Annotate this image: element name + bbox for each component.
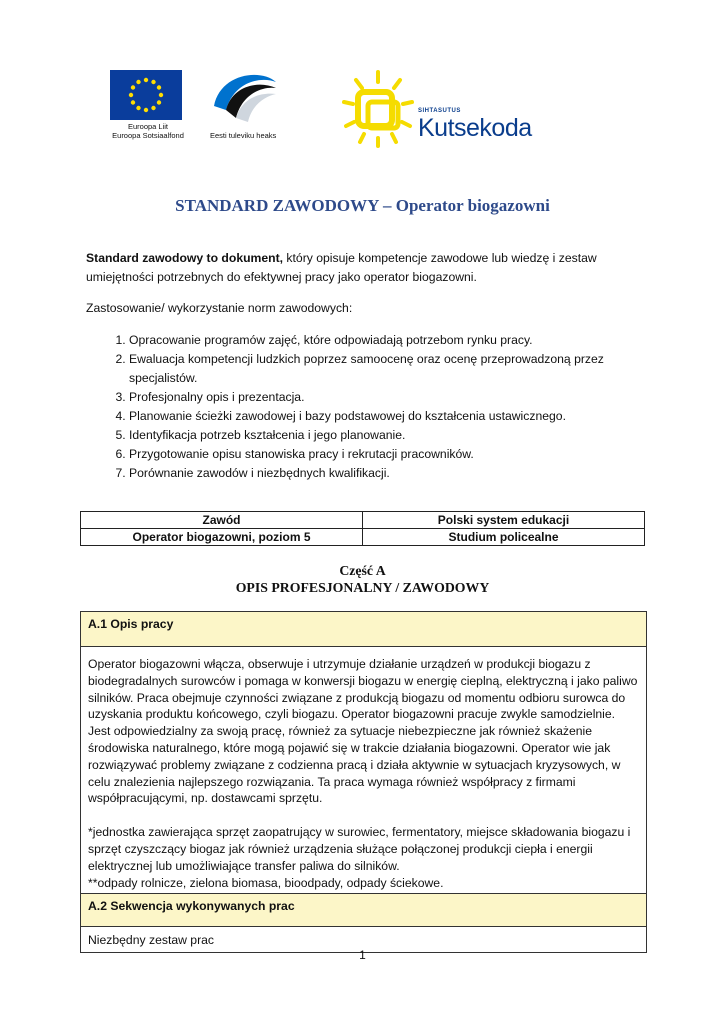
intro-paragraph (86, 249, 646, 287)
part-label: Część A (339, 563, 386, 578)
eu-caption-line-2: Euroopa Sotsiaalfond (112, 130, 184, 140)
list-item: 4. Planowanie ścieżki zawodowej i bazy podstawowej do kształcenia ustawicznego. (129, 407, 669, 426)
estonia-caption: Eesti tuleviku heaks (210, 131, 277, 140)
part-title: OPIS PROFESJONALNY / ZAWODOWY (235, 580, 490, 595)
list-item: 6. Przygotowanie opisu stanowiska pracy i rekrutacji pracowników. (129, 445, 669, 464)
kutsekoda-subtitle: SIHTASUTUS (418, 108, 461, 114)
table-cell-job: Operator biogazowni, poziom 5 (81, 529, 363, 546)
estonia-swoosh-icon (210, 66, 280, 124)
usage-heading: Zastosowanie/ wykorzystanie norm zawodowych: (86, 301, 353, 315)
section-a2-first-row: Niezbędny zestaw prac (88, 933, 214, 948)
section-a1-footnote-2: **odpady rolnicze, zielona biomasa, bioodpady, odpady ściekowe. (88, 875, 444, 890)
section-a1-heading: A.1 Opis pracy (81, 612, 646, 647)
job-description-box (80, 611, 647, 953)
intro-rest: który opisuje kompetencje zawodowe lub wiedzę i zestaw umiejętności potrzebnych do efektywnej pracy jako operator biogazowni. (86, 251, 597, 284)
list-item: 1. Opracowanie programów zajęć, które odpowiadają potrzebom rynku pracy. (129, 331, 669, 350)
intro-bold: Standard zawodowy to dokument, (86, 251, 284, 265)
estonia-logo (210, 66, 288, 146)
kutsekoda-sun-icon (338, 68, 420, 148)
table-cell-education: Studium policealne (363, 529, 645, 546)
section-a2-heading: A.2 Sekwencja wykonywanych prac (81, 893, 646, 927)
section-a1-footnote-1: *jednostka zawierająca sprzęt zaopatrujący w surowiec, fermentatory, miejsce składowania biogazu i sprzęt czyszczący biogaz jak również urządzenia służące połączonej produkcji ciepła i energii elektrycznej lub umożliwiające transfer paliwa do silników. (88, 825, 631, 873)
kutsekoda-name: Kutsekoda (418, 114, 532, 142)
page-number: 1 (359, 948, 366, 962)
kutsekoda-logo (338, 68, 548, 148)
eu-flag-icon (110, 70, 182, 120)
list-item: 7. Porównanie zawodów i niezbędnych kwalifikacji. (129, 464, 669, 483)
logo-bar (110, 66, 550, 156)
table-header-education: Polski system edukacji (363, 512, 645, 529)
eu-caption-line-1: Euroopa Liit (127, 122, 169, 131)
list-item: 5. Identyfikacja potrzeb kształcenia i jego planowanie. (129, 426, 669, 445)
section-a1-body (81, 647, 646, 893)
list-item: 2. Ewaluacja kompetencji ludzkich poprzez samoocenę oraz ocenę przeprowadzoną przez specjalistów. (129, 350, 669, 388)
norms-list (88, 331, 669, 483)
table-row (81, 529, 645, 546)
table-row (81, 512, 645, 529)
eu-logo (110, 70, 186, 144)
eu-caption (110, 123, 186, 140)
document-title: STANDARD ZAWODOWY – Operator biogazowni (175, 196, 550, 215)
job-table (80, 511, 645, 546)
part-heading (0, 562, 725, 596)
list-item: 3. Profesjonalny opis i prezentacja. (129, 388, 669, 407)
section-a1-description: Operator biogazowni włącza, obserwuje i utrzymuje działanie urządzeń w produkcji biogazu z biodegradalnych surowców i pomaga w konwersji biogazu w energię cieplną, elektryczną i jako paliwo silników. Praca obejmuje czynności związane z produkcją biogazu od momentu odbioru surowca do uzyskania produktu końcowego, czyli biogazu. Operator biogazowni pracuje zwykle samodzielnie. Jest odpowiedzialny za swoją pracę, również za sytuacje niebezpieczne jak również skażenie środowiska naturalnego, które mogą pojawić się w trakcie działania biogazowni. Operator wie jak rozwiązywać problemy związane z codzienna pracą i działa aktywnie w sytuacjach kryzysowych, w celu znalezienia najlepszego rozwiązania. Ta praca wymaga również współpracy z firmami współpracującymi, np. dostawcami sprzętu. (88, 657, 638, 806)
table-header-job: Zawód (81, 512, 363, 529)
